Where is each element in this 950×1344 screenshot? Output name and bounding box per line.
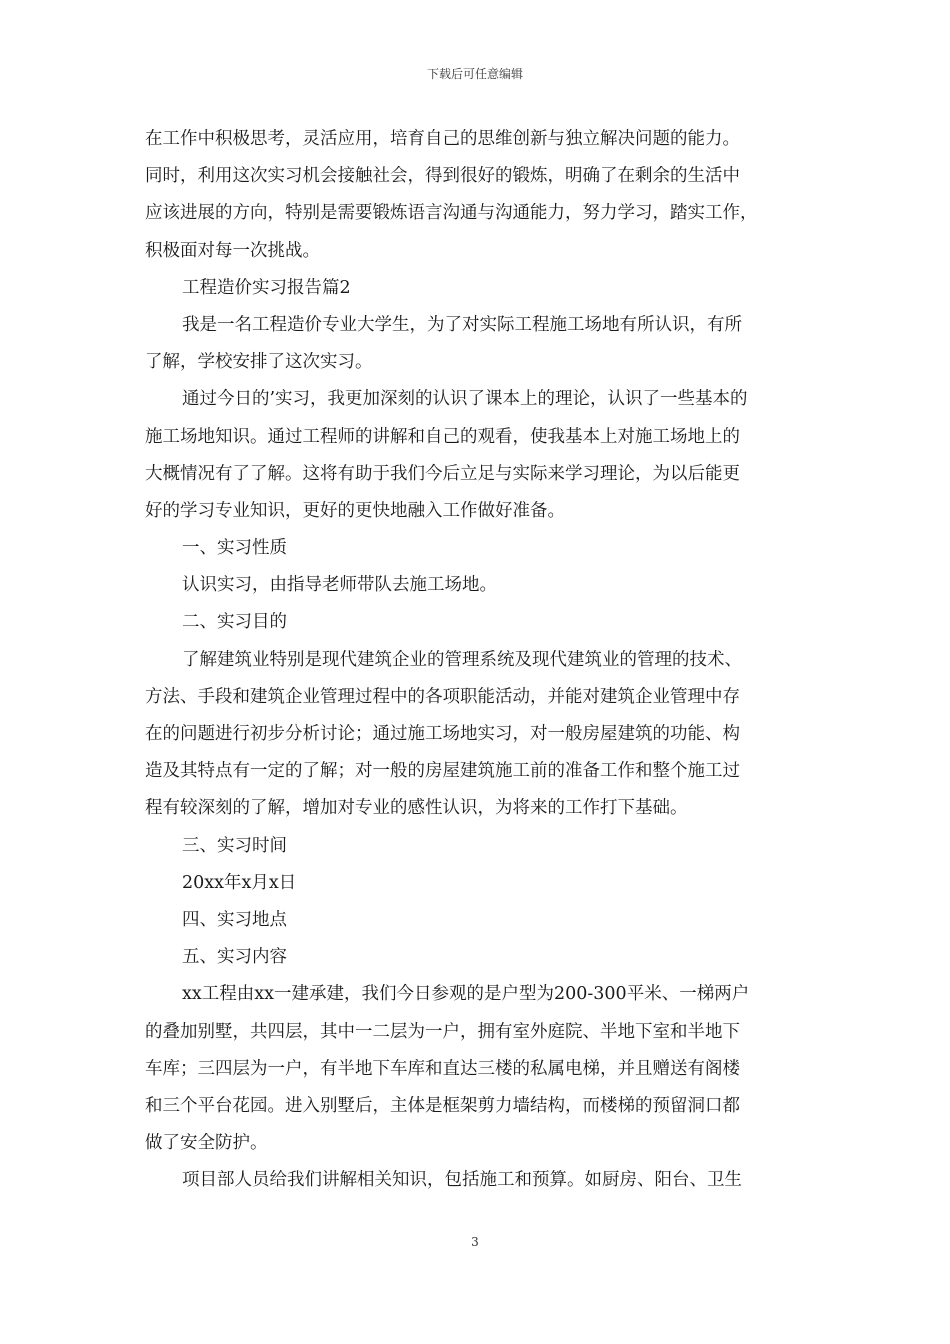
page-header-note: 下载后可任意编辑 <box>426 67 523 81</box>
text-line: 在工作中积极思考，灵活应用，培育自己的思维创新与独立解决问题的能力。 <box>145 129 740 149</box>
text-line: 方法、手段和建筑企业管理过程中的各项职能活动，并能对建筑企业管理中存 <box>145 686 740 707</box>
text-line: 三、实习时间 <box>182 835 287 856</box>
text-line: 造及其特点有一定的了解；对一般的房屋建筑施工前的准备工作和整个施工过 <box>145 761 740 782</box>
text-line: 积极面对每一次挑战。 <box>145 240 320 261</box>
text-line: 车库；三四层为一户，有半地下车库和直达三楼的私属电梯，并且赠送有阁楼 <box>145 1058 740 1079</box>
text-line: 应该进展的方向，特别是需要锻炼语言沟通与沟通能力，努力学习，踏实工作， <box>145 203 758 224</box>
text-line: 好的学习专业知识，更好的更快地融入工作做好准备。 <box>145 500 565 521</box>
text-line: 程有较深刻的了解，增加对专业的感性认识，为将来的工作打下基础。 <box>145 798 688 819</box>
text-line: 大概情况有了了解。这将有助于我们今后立足与实际来学习理论，为以后能更 <box>145 463 740 484</box>
text-line: 20xx年x月x日 <box>182 872 297 893</box>
text-line: 项目部人员给我们讲解相关知识，包括施工和预算。如厨房、阳台、卫生 <box>182 1170 742 1191</box>
text-line: 了解建筑业特别是现代建筑企业的管理系统及现代建筑业的管理的技术、 <box>182 649 742 670</box>
text-line: 一、实习性质 <box>182 538 287 559</box>
text-line: 施工场地知识。通过工程师的讲解和自己的观看，使我基本上对施工场地上的 <box>145 426 740 447</box>
text-line: 同时，利用这次实习机会接触社会，得到很好的锻炼，明确了在剩余的生活中 <box>145 166 740 187</box>
text-line: 通过今日的’实习，我更加深刻的认识了课本上的理论，认识了一些基本的 <box>182 389 748 410</box>
text-line: 的叠加别墅，共四层，其中一二层为一户，拥有室外庭院、半地下室和半地下 <box>145 1021 740 1042</box>
text-line: xx工程由xx一建承建，我们今日参观的是户型为200-300平米、一梯两户 <box>182 984 750 1005</box>
text-line: 我是一名工程造价专业大学生，为了对实际工程施工场地有所认识，有所 <box>182 314 742 335</box>
text-line: 认识实习，由指导老师带队去施工场地。 <box>182 575 497 596</box>
text-line: 二、实习目的 <box>182 612 287 633</box>
page-number: 3 <box>471 1235 479 1249</box>
text-line: 和三个平台花园。进入别墅后，主体是框架剪力墙结构，而楼梯的预留洞口都 <box>145 1095 740 1116</box>
text-line: 做了安全防护。 <box>145 1133 268 1154</box>
document-body <box>145 121 805 1199</box>
text-line: 四、实习地点 <box>182 909 287 930</box>
text-line: 了解，学校安排了这次实习。 <box>145 352 373 373</box>
text-line: 五、实习内容 <box>182 947 287 968</box>
text-line: 在的问题进行初步分析讨论；通过施工场地实习，对一般房屋建筑的功能、构 <box>145 724 740 744</box>
text-line: 工程造价实习报告篇2 <box>182 277 351 298</box>
